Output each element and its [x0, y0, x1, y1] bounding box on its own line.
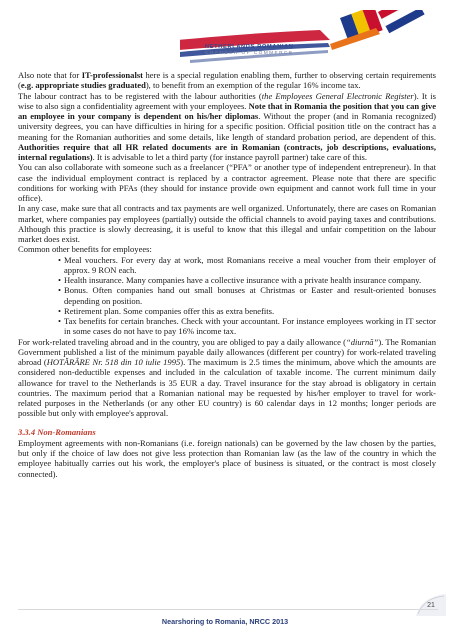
- text-run: here is a special regulation enabling them, further to observing certain requirements (: [18, 70, 436, 91]
- bullet-icon: •: [58, 254, 61, 265]
- text-run: For work-related traveling abroad and in the country, you are obliged to pay a daily allowance (: [18, 336, 346, 347]
- paragraph-benefits-intro: Common other benefits for employees:: [18, 244, 152, 255]
- paragraph-it-professionals: [18, 70, 436, 91]
- text-run: The labour contract has to be registered with the labour authorities (: [18, 90, 262, 101]
- footer-title: Nearshoring to Romania, NRCC 2013: [161, 617, 289, 626]
- nrcc-logo: [180, 10, 440, 70]
- text-run: ). The maximum is 2.5 times the minimum, above which the amounts are considered non-deductible expenses and included in the calculation of taxable income. The current minimum daily allowance for travel to the Netherlands is 35 EUR a day. Travel insurance for the stay abroad is obligatory in certain countries. The maximum period that a Romanian national may be requested by his/her employer to travel for work-related purposes in the Netherlands (or any other EU country) is 60 calendar days in 12 months; longer periods are possible but only with employee's approval.: [18, 357, 436, 419]
- italic-text: “diurnă”: [346, 336, 379, 347]
- paragraph-freelancer: You can also collaborate with someone such as a freelancer (“PFA” or another type of independent entrepreneur). In that case the individual employment contract is replaced by a contractor agreement. Please note that there are specific conditions for working with PFAs (they should for instance provide own equipment and cannot work full time in your office).: [18, 162, 436, 203]
- bold-text: IT-professionalst: [81, 70, 144, 80]
- text-run: . It is advisable to let a third party (for instance payroll partner) take care of this.: [92, 152, 367, 162]
- list-item: [58, 316, 436, 337]
- text-run: ). The Romanian Government published a list of the minimum payable daily allowances (different per country) for work-related traveling abroad (: [18, 336, 436, 367]
- bold-text: Authorities require that all HR related documents are in Romanian (contracts, job descriptions, evaluations, internal regulations): [18, 141, 436, 162]
- logo-name: NETHERLANDS ROMANIAN: [205, 44, 294, 50]
- list-item-text: Bonus. Often companies hand out small bonuses at Christmas or Easter and result-oriented bonuses depending on position.: [64, 285, 436, 306]
- body-text: [18, 70, 436, 479]
- list-item: [58, 275, 436, 285]
- text-run: . Without the proper (and in Romania recognized) university degrees, you can have difficulties in hiring for a specific position. Official position title on the contract has a meaning for the Romanian authorities and some details, like length of standard probation period, are dependent of this.: [18, 111, 436, 142]
- paragraph-contracts: In any case, make sure that all contracts and tax payments are well organized. Unfortunately, there are cases on Romanian market, where companies pay employees (partially) outside the official channels to avoid paying taxes and contributions. Although this practice is slowly decreasing, it is useful to know that this illegal and unfair competition on the labour market does exist.: [18, 203, 436, 244]
- footer-divider: [18, 609, 438, 610]
- text-run: Also note that for: [18, 70, 82, 80]
- section-heading: 3.3.4 Non-Romanians: [18, 426, 96, 437]
- bold-text: e.g. appropriate studies graduated: [20, 80, 146, 91]
- bullet-icon: •: [58, 285, 61, 296]
- bold-text: Note that in Romania the position that you can give an employee in your company is dependent on his/her diplomas: [18, 100, 436, 121]
- logo-subtitle: CHAMBER OF COMMERCE: [205, 51, 294, 56]
- page-number: 21: [427, 602, 435, 609]
- list-item-text: Tax benefits for certain branches. Check with your accountant. For instance employees working in IT sector in some cases do not have to pay 16% income tax.: [64, 316, 436, 337]
- bullet-icon: •: [58, 275, 61, 285]
- bullet-icon: •: [58, 316, 61, 326]
- list-item: [58, 306, 436, 316]
- benefits-list: [18, 255, 436, 337]
- text-run: ), to benefit from an exemption of the regular 16% income tax.: [145, 80, 361, 91]
- paragraph-non-romanians: Employment agreements with non-Romanians (i.e. foreign nationals) can be governed by the law chosen by the parties, but only if the choice of law does not give less protection than Romanian law (as the law of the country in which the employee habitually carries out his work, the employer's place of business is situated, or the contract is most closely connected).: [18, 437, 436, 479]
- text-run: ). It is wise to also sign a confidentiality agreement with your employees.: [18, 90, 437, 111]
- italic-text: the Employees General Electronic Register: [261, 90, 414, 101]
- paragraph-labour-contract: [18, 91, 436, 163]
- list-item: [58, 285, 436, 306]
- bullet-icon: •: [58, 305, 61, 316]
- italic-text: HOTĂRÂRE Nr. 518 din 10 iulie 1995: [46, 357, 181, 367]
- paragraph-travel-allowance: [18, 337, 436, 419]
- list-item-text: Meal vouchers. For every day at work, most Romanians receive a meal voucher from their employer of approx. 9 RON each.: [64, 254, 436, 275]
- logo-text: [205, 44, 294, 56]
- list-item-text: Retirement plan. Some companies offer this as extra benefits.: [64, 305, 275, 316]
- list-item-text: Health insurance. Many companies have a collective insurance with a private health insurance company.: [64, 275, 422, 285]
- list-item: [58, 255, 436, 276]
